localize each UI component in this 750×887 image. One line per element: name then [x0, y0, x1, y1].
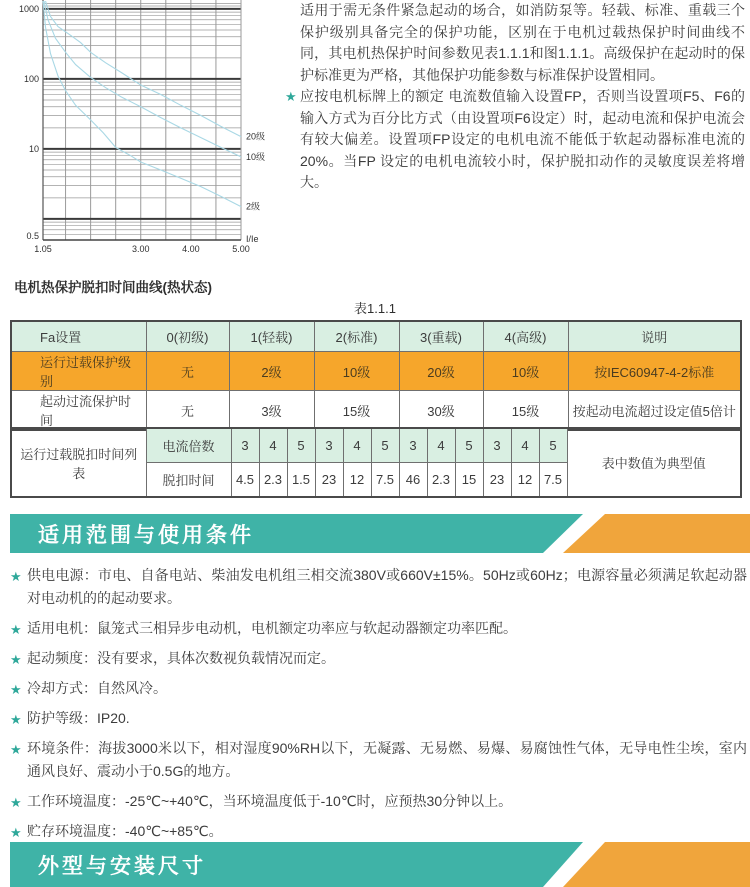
- star-bullet-icon: ★: [10, 742, 22, 757]
- table1-cell: 15级: [314, 391, 399, 431]
- table1-header-cell: 0(初级): [146, 321, 229, 352]
- table2-cell: 5: [371, 428, 399, 463]
- trip-time-chart: [0, 0, 270, 262]
- chart-label: 4.00: [182, 244, 200, 254]
- section-banner-usage: [10, 514, 750, 553]
- table2-cell: 4: [259, 428, 287, 463]
- star-bullet-icon: ★: [285, 89, 297, 104]
- table2-cell: 1.5: [287, 463, 315, 498]
- table2-cell: 23: [483, 463, 511, 498]
- usage-condition-item: [10, 617, 747, 640]
- intro-text-column: [287, 0, 745, 194]
- table2-cell: 3: [399, 428, 427, 463]
- star-bullet-icon: ★: [10, 682, 22, 697]
- chart-label: 5.00: [232, 244, 250, 254]
- star-bullet-icon: ★: [10, 652, 22, 667]
- table2-cell: 5: [539, 428, 567, 463]
- trip-time-chart-svg: [0, 0, 270, 262]
- usage-condition-text: 冷却方式：自然风冷。: [27, 680, 167, 696]
- trip-time-list-table: [10, 427, 742, 498]
- table1-cell: 30级: [399, 391, 483, 431]
- usage-condition-text: 起动频度：没有要求，具体次数视负载情况而定。: [27, 650, 335, 666]
- chart-label: 3.00: [131, 244, 150, 254]
- fp-setting-note-text: 应按电机标牌上的额定 电流数值输入设置FP，否则当设置项F5、F6的输入方式为百分比方式（由设置项F6设定）时，起动电流和保护电流会有较大偏差。设置项FP设定的电机电流不能低于软起动器标准电流的20%。当FP 设定的电机电流较小时，保护脱扣动作的灵敏度误差将增大。: [300, 88, 745, 190]
- table2-row: [11, 428, 741, 463]
- star-bullet-icon: ★: [10, 569, 22, 584]
- table1-cell: 3级: [229, 391, 314, 431]
- chart-label: I/Ie: [246, 234, 259, 244]
- usage-condition-item: [10, 647, 747, 670]
- table1-cell: 无: [146, 352, 229, 391]
- usage-condition-item: [10, 737, 747, 783]
- table1-cell: 15级: [483, 391, 568, 431]
- table2-cell: 4: [343, 428, 371, 463]
- table1-cell: 运行过载保护级别: [11, 352, 146, 391]
- chart-caption: 电机热保护脱扣时间曲线(热状态): [14, 280, 212, 295]
- chart-label: 0.5: [26, 231, 39, 241]
- usage-condition-text: 供电电源：市电、自备电站、柴油发电机组三相交流380V或660V±15%。50Hz或60Hz；电源容量必须满足软起动器对电动机的的起动要求。: [27, 567, 747, 606]
- table2-cell: 2.3: [259, 463, 287, 498]
- usage-condition-item: [10, 707, 747, 730]
- usage-condition-text: 适用电机：鼠笼式三相异步电动机，电机额定功率应与软起动器额定功率匹配。: [27, 620, 517, 636]
- table2-cell: 5: [455, 428, 483, 463]
- table1-row: [11, 352, 741, 391]
- usage-condition-text: 环境条件：海拔3000米以下，相对湿度90%RH以下，无凝露、无易燃、易爆、易腐蚀性气体，无导电性尘埃，室内通风良好、震动小于0.5G的地方。: [27, 740, 747, 779]
- trip-curve-2级: [43, 1, 241, 207]
- chart-label: 1.05: [34, 244, 52, 254]
- table1-cell: 无: [146, 391, 229, 431]
- usage-condition-item: [10, 790, 747, 813]
- table1-header-cell: 1(轻载): [229, 321, 314, 352]
- table2-cell: 2.3: [427, 463, 455, 498]
- chart-label: 20级: [246, 131, 266, 142]
- trip-curve-20级: [46, 1, 242, 137]
- chart-label: 10级: [246, 151, 266, 162]
- table1-cell: 按起动电流超过设定值5倍计: [568, 391, 741, 431]
- table1-cell: 10级: [314, 352, 399, 391]
- table2-cell: 12: [343, 463, 371, 498]
- table2-note: 表中数值为典型值: [567, 428, 741, 497]
- table2-sublabel: 脱扣时间: [146, 463, 231, 498]
- table2-cell: 3: [231, 428, 259, 463]
- table2-cell: 23: [315, 463, 343, 498]
- usage-condition-item: [10, 564, 747, 610]
- table2-cell: 5: [287, 428, 315, 463]
- protection-level-table: [10, 320, 742, 431]
- table1-header-cell: 2(标准): [314, 321, 399, 352]
- table1-header-cell: 4(高级): [483, 321, 568, 352]
- table2-cell: 7.5: [371, 463, 399, 498]
- table2-cell: 3: [483, 428, 511, 463]
- table1-header-cell: 3(重载): [399, 321, 483, 352]
- table2-row-label: 运行过载脱扣时间列表: [11, 428, 146, 497]
- star-bullet-icon: ★: [10, 795, 22, 810]
- table2-cell: 15: [455, 463, 483, 498]
- table1-cell: 按IEC60947-4-2标准: [568, 352, 741, 391]
- chart-label: 100: [23, 73, 39, 84]
- usage-condition-item: [10, 677, 747, 700]
- table2-cell: 4: [511, 428, 539, 463]
- table2-cell: 12: [511, 463, 539, 498]
- table2-cell: 4.5: [231, 463, 259, 498]
- star-bullet-icon: ★: [10, 825, 22, 840]
- table2-cell: 4: [427, 428, 455, 463]
- table1-cell: 10级: [483, 352, 568, 391]
- usage-condition-item: [10, 820, 747, 843]
- chart-label: 10: [28, 143, 39, 154]
- table2-sublabel: 电流倍数: [146, 428, 231, 463]
- protection-level-description: 适用于需无条件紧急起动的场合，如消防泵等。轻载、标准、重载三个保护级别具备完全的保护功能，区别在于电机过载热保护时间曲线不同，其电机热保护时间参数见表1.1.1和图1.1.1。高级保护在起动时的保护标准更为严格，其他保护功能参数与标准保护设置相同。: [300, 2, 745, 83]
- fp-setting-note: [287, 86, 745, 194]
- usage-condition-text: 防护等级：IP20.: [27, 710, 130, 726]
- table2-cell: 3: [315, 428, 343, 463]
- table2-cell: 46: [399, 463, 427, 498]
- section-title-dimensions: 外型与安装尺寸: [38, 854, 206, 878]
- usage-condition-text: 工作环境温度：-25℃~+40℃，当环境温度低于-10℃时，应预热30分钟以上。: [27, 793, 513, 809]
- usage-conditions-list: [10, 564, 747, 850]
- table2-cell: 7.5: [539, 463, 567, 498]
- star-bullet-icon: ★: [10, 712, 22, 727]
- usage-condition-text: 贮存环境温度：-40℃~+85℃。: [27, 823, 223, 839]
- table1-cell: 起动过流保护时间: [11, 391, 146, 431]
- table1-header-cell: Fa设置: [11, 321, 146, 352]
- table1-caption: 表1.1.1: [354, 301, 396, 316]
- chart-label: 2级: [246, 201, 261, 212]
- table1-row: [11, 391, 741, 431]
- table1-cell: 2级: [229, 352, 314, 391]
- table1-cell: 20级: [399, 352, 483, 391]
- section-title-usage: 适用范围与使用条件: [38, 523, 254, 547]
- table1-header-cell: 说明: [568, 321, 741, 352]
- star-bullet-icon: ★: [10, 622, 22, 637]
- section-banner-dimensions: [10, 842, 750, 887]
- chart-label: 1000: [18, 3, 39, 14]
